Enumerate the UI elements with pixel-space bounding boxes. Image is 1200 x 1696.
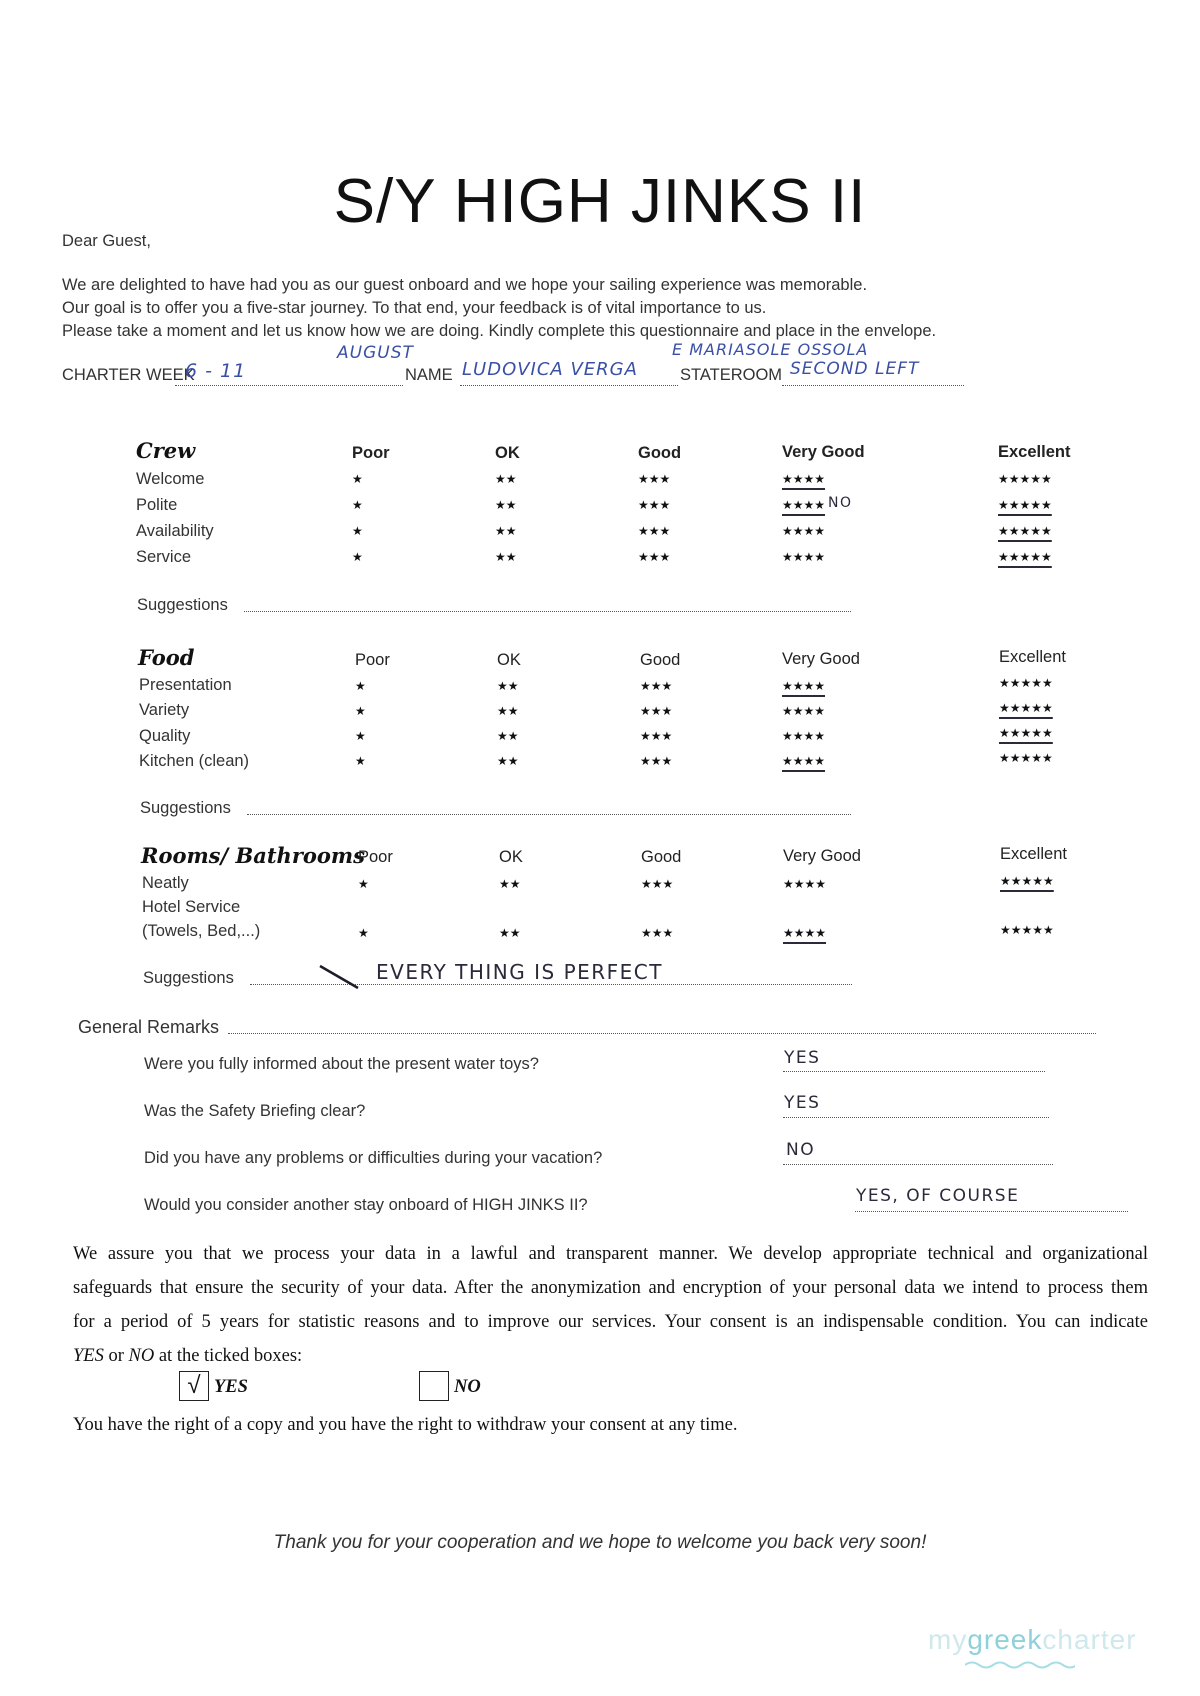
rights-statement: You have the right of a copy and you have the right to withdraw your consent at any time. <box>73 1415 738 1435</box>
food-col-poor: Poor <box>355 651 390 669</box>
watermark-wave-icon <box>965 1660 1075 1670</box>
rooms-hotel-star-3[interactable]: ★★★ <box>641 926 674 940</box>
crew-section-heading: Crew <box>136 438 196 463</box>
crew-availability-star-5[interactable]: ★★★★★ <box>998 524 1052 538</box>
crew-suggestions-line[interactable] <box>244 611 851 612</box>
consent-no-label: NO <box>454 1377 481 1397</box>
col-very-good: Very Good <box>782 443 865 461</box>
question-another-stay: Would you consider another stay onboard of HIGH JINKS II? <box>144 1196 588 1214</box>
rooms-neatly-star-5[interactable]: ★★★★★ <box>1000 874 1054 888</box>
crew-availability-star-1[interactable]: ★ <box>352 524 363 538</box>
food-variety-star-1[interactable]: ★ <box>355 704 366 718</box>
food-col-good: Good <box>640 651 681 669</box>
crew-polite-star-5[interactable]: ★★★★★ <box>998 498 1052 512</box>
watermark-logo <box>928 1624 1137 1656</box>
food-quality-star-4[interactable]: ★★★★ <box>782 729 826 743</box>
row-label-service: Service <box>136 548 192 566</box>
intro-line-2: Our goal is to offer you a five-star journey. To that end, your feedback is of vital importance to us. <box>62 299 767 317</box>
crew-suggestions-label: Suggestions <box>137 596 228 614</box>
answer-safety-briefing[interactable]: YES <box>784 1093 821 1113</box>
crew-polite-star-1[interactable]: ★ <box>352 498 363 512</box>
row-label-hotel-service: Hotel Service <box>142 898 241 916</box>
crew-polite-star-2[interactable]: ★★ <box>495 498 517 512</box>
row-label-welcome: Welcome <box>136 470 205 488</box>
crew-welcome-star-4[interactable]: ★★★★ <box>782 472 826 486</box>
rooms-section-heading: Rooms/ Bathrooms <box>141 843 365 868</box>
guest-name-value[interactable]: LUDOVICA VERGA <box>462 359 638 380</box>
check-icon: √ <box>187 1372 201 1399</box>
crew-polite-note: NO <box>828 495 853 511</box>
crew-availability-star-3[interactable]: ★★★ <box>638 524 671 538</box>
intro-line-3: Please take a moment and let us know how we are doing. Kindly complete this questionnaire and place in the envelope. <box>62 322 937 340</box>
rooms-neatly-star-2[interactable]: ★★ <box>499 877 521 891</box>
row-label-towels-bed: (Towels, Bed,...) <box>142 922 261 940</box>
answer-water-toys[interactable]: YES <box>784 1048 821 1068</box>
crew-welcome-star-2[interactable]: ★★ <box>495 472 517 486</box>
legal-no-word: NO <box>128 1346 155 1366</box>
legal-line-1: We assure you that we process your data in a lawful and transparent manner. We develop appropriate technical and organizational <box>73 1244 1148 1264</box>
crew-service-star-5[interactable]: ★★★★★ <box>998 550 1052 564</box>
name-label: NAME <box>405 366 453 384</box>
question-problems: Did you have any problems or difficulties during your vacation? <box>144 1149 603 1167</box>
charter-week-line <box>175 385 403 386</box>
rooms-col-ok: OK <box>499 848 523 866</box>
watermark-pre: my <box>928 1624 968 1655</box>
rooms-suggestion-value[interactable]: EVERY THING IS PERFECT <box>376 960 663 984</box>
food-col-excellent: Excellent <box>999 648 1066 666</box>
row-label-availability: Availability <box>136 522 214 540</box>
rooms-neatly-star-3[interactable]: ★★★ <box>641 877 674 891</box>
food-suggestions-line[interactable] <box>247 814 851 815</box>
row-label-neatly: Neatly <box>142 874 189 892</box>
crew-welcome-star-5[interactable]: ★★★★★ <box>998 472 1052 486</box>
crew-service-star-2[interactable]: ★★ <box>495 550 517 564</box>
consent-yes-label: YES <box>214 1377 248 1397</box>
food-col-ok: OK <box>497 651 521 669</box>
row-label-polite: Polite <box>136 496 178 514</box>
watermark-main: greek <box>967 1624 1043 1655</box>
greeting: Dear Guest, <box>62 232 151 250</box>
intro-line-1: We are delighted to have had you as our guest onboard and we hope your sailing experience was memorable. <box>62 276 868 294</box>
closing-message: Thank you for your cooperation and we hope to welcome you back very soon! <box>273 1532 927 1553</box>
food-presentation-star-4[interactable]: ★★★★ <box>782 679 826 693</box>
food-kitchen-star-4[interactable]: ★★★★ <box>782 754 826 768</box>
rooms-hotel-star-1[interactable]: ★ <box>358 926 369 940</box>
crew-service-star-3[interactable]: ★★★ <box>638 550 671 564</box>
stateroom-label: STATEROOM <box>680 366 783 384</box>
stateroom-value[interactable]: SECOND LEFT <box>790 359 920 379</box>
consent-no-checkbox[interactable] <box>419 1371 449 1401</box>
charter-week-label: CHARTER WEEK <box>62 366 195 384</box>
food-kitchen-star-3[interactable]: ★★★ <box>640 754 673 768</box>
legal-line-2: safeguards that ensure the security of your data. After the anonymization and encryption of your personal data we intend to process them <box>73 1278 1148 1298</box>
rooms-col-poor: Poor <box>358 848 393 866</box>
col-poor: Poor <box>352 444 390 462</box>
row-label-presentation: Presentation <box>139 676 232 694</box>
answer-line-problems <box>783 1164 1053 1165</box>
legal-or-word: or <box>103 1346 129 1366</box>
stateroom-line <box>782 385 964 386</box>
crew-service-star-1[interactable]: ★ <box>352 550 363 564</box>
consent-yes-checkbox[interactable] <box>179 1371 209 1401</box>
question-safety-briefing: Was the Safety Briefing clear? <box>144 1102 366 1120</box>
general-remarks-label: General Remarks <box>78 1017 220 1037</box>
answer-another-stay[interactable]: YES, OF COURSE <box>856 1186 1020 1206</box>
food-quality-star-1[interactable]: ★ <box>355 729 366 743</box>
col-excellent: Excellent <box>998 443 1071 461</box>
handwritten-slash-mark <box>318 962 362 992</box>
food-kitchen-star-5[interactable]: ★★★★★ <box>999 751 1053 765</box>
guest-name-extra: E MARIASOLE OSSOLA <box>672 340 869 359</box>
legal-line-3: for a period of 5 years for statistic reasons and to improve our services. Your consent is an indispensable condition. You can indicate <box>73 1312 1148 1332</box>
rooms-col-very-good: Very Good <box>783 847 861 865</box>
name-line <box>460 385 678 386</box>
row-label-variety: Variety <box>139 701 190 719</box>
rooms-hotel-star-2[interactable]: ★★ <box>499 926 521 940</box>
crew-polite-star-4[interactable]: ★★★★ <box>782 498 826 512</box>
answer-line-water-toys <box>783 1071 1045 1072</box>
document-title: S/Y HIGH JINKS II <box>333 167 867 236</box>
food-variety-star-3[interactable]: ★★★ <box>640 704 673 718</box>
crew-welcome-star-3[interactable]: ★★★ <box>638 472 671 486</box>
row-label-kitchen: Kitchen (clean) <box>139 752 250 770</box>
col-good: Good <box>638 444 682 462</box>
crew-welcome-star-1[interactable]: ★ <box>352 472 363 486</box>
food-variety-star-4[interactable]: ★★★★ <box>782 704 826 718</box>
food-kitchen-star-2[interactable]: ★★ <box>497 754 519 768</box>
question-water-toys: Were you fully informed about the present water toys? <box>144 1055 539 1073</box>
food-variety-star-2[interactable]: ★★ <box>497 704 519 718</box>
row-label-quality: Quality <box>139 727 191 745</box>
food-presentation-star-3[interactable]: ★★★ <box>640 679 673 693</box>
general-remarks-line[interactable] <box>228 1033 1096 1034</box>
answer-problems[interactable]: NO <box>786 1140 816 1160</box>
answer-line-safety-briefing <box>783 1117 1049 1118</box>
food-quality-star-5[interactable]: ★★★★★ <box>999 726 1053 740</box>
food-quality-star-3[interactable]: ★★★ <box>640 729 673 743</box>
crew-service-star-4[interactable]: ★★★★ <box>782 550 826 564</box>
food-variety-star-5[interactable]: ★★★★★ <box>999 701 1053 715</box>
rooms-neatly-star-4[interactable]: ★★★★ <box>783 877 827 891</box>
charter-week-month: AUGUST <box>337 343 414 363</box>
charter-week-value[interactable]: 6 - 11 <box>185 360 247 382</box>
legal-yes-word: YES <box>73 1346 104 1366</box>
crew-availability-star-2[interactable]: ★★ <box>495 524 517 538</box>
food-suggestions-label: Suggestions <box>140 799 231 817</box>
food-presentation-star-1[interactable]: ★ <box>355 679 366 693</box>
col-ok: OK <box>495 444 520 462</box>
rooms-suggestions-label: Suggestions <box>143 969 234 987</box>
answer-line-another-stay <box>855 1211 1128 1212</box>
food-col-very-good: Very Good <box>782 650 860 668</box>
food-kitchen-star-1[interactable]: ★ <box>355 754 366 768</box>
legal-line-4 <box>73 1339 302 1373</box>
food-presentation-star-2[interactable]: ★★ <box>497 679 519 693</box>
watermark-post: charter <box>1042 1624 1137 1655</box>
rooms-hotel-star-5[interactable]: ★★★★★ <box>1000 923 1054 937</box>
rooms-neatly-star-1[interactable]: ★ <box>358 877 369 891</box>
rooms-col-excellent: Excellent <box>1000 845 1067 863</box>
crew-availability-star-4[interactable]: ★★★★ <box>782 524 826 538</box>
crew-polite-star-3[interactable]: ★★★ <box>638 498 671 512</box>
legal-rest: at the ticked boxes: <box>154 1346 303 1366</box>
rooms-col-good: Good <box>641 848 682 866</box>
rooms-hotel-star-4[interactable]: ★★★★ <box>783 926 827 940</box>
food-presentation-star-5[interactable]: ★★★★★ <box>999 676 1053 690</box>
food-quality-star-2[interactable]: ★★ <box>497 729 519 743</box>
food-section-heading: Food <box>138 645 195 670</box>
